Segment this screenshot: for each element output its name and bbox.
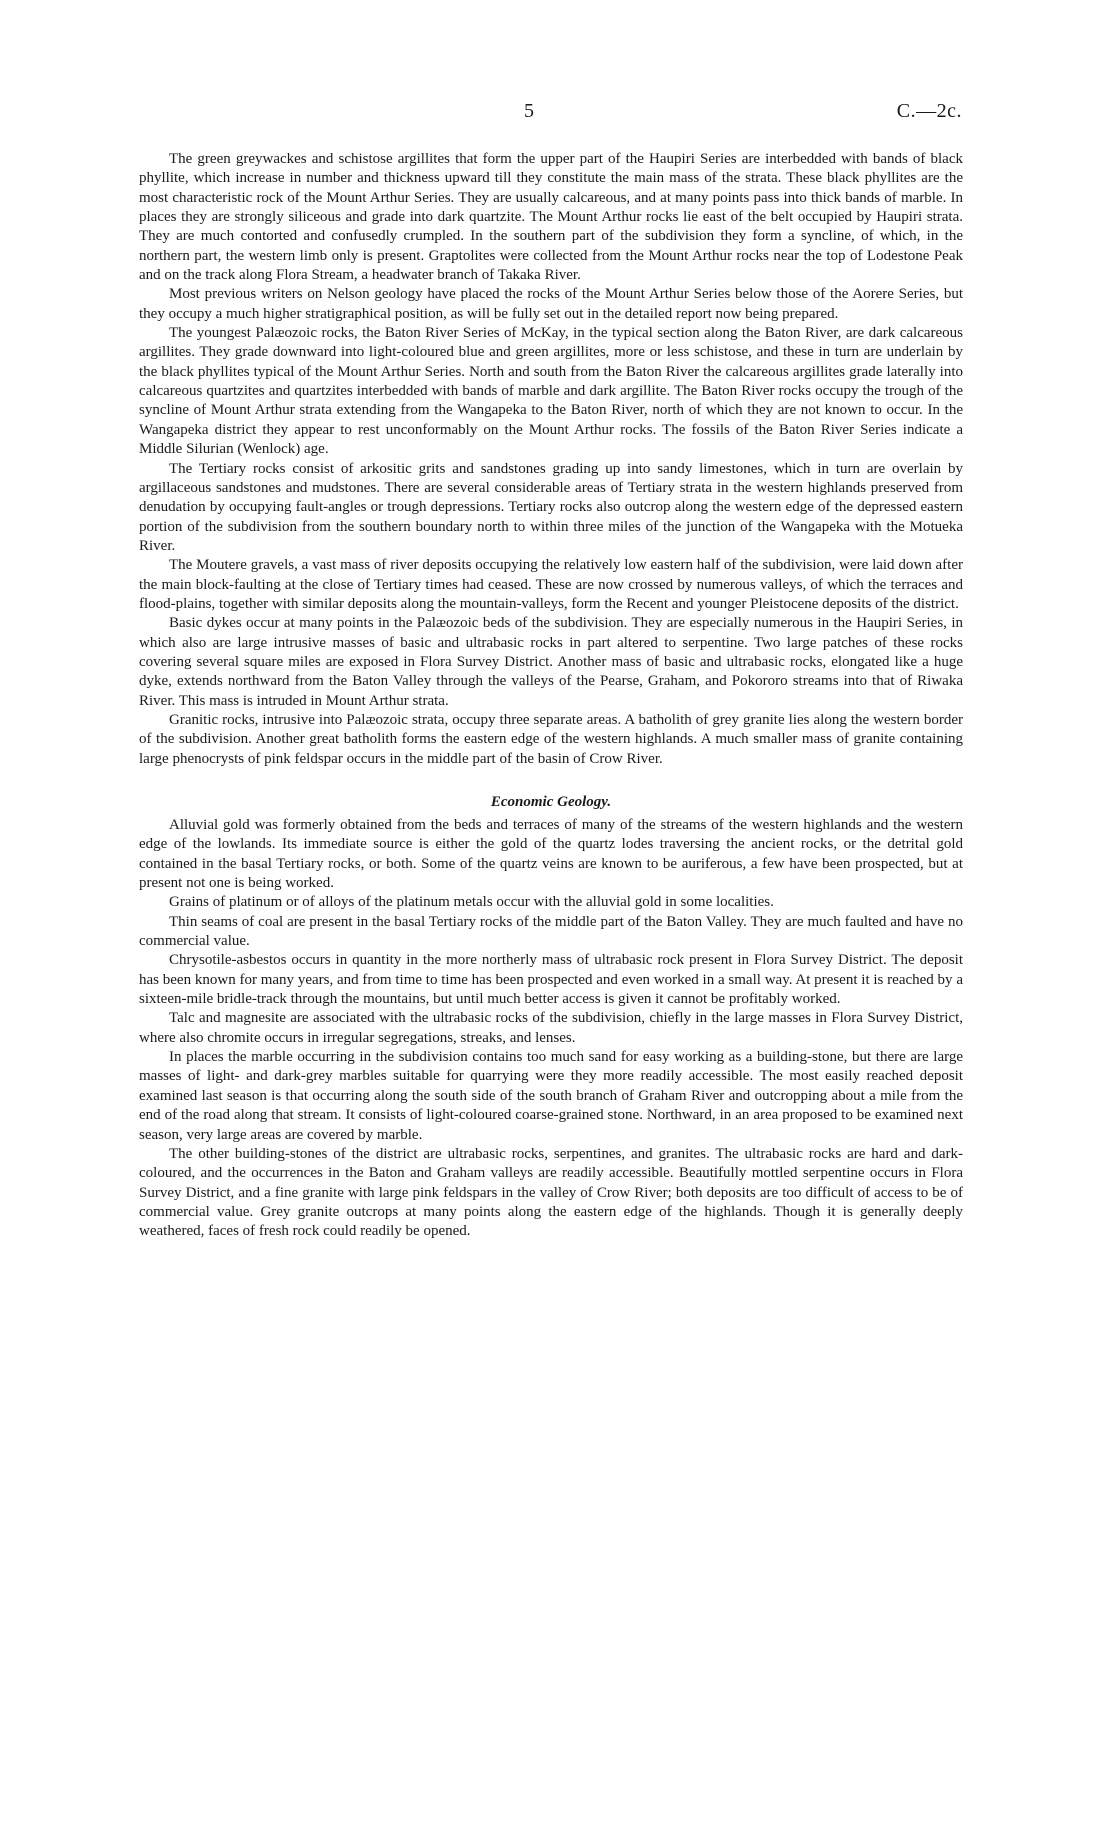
body-text (139, 150, 963, 1242)
paragraph-building-stones: The other building-stones of the district are ultrabasic rocks, serpentines, and granites. The ultrabasic rocks are hard and dark-coloured, and the occurrences in the Baton and Graham valleys are readily accessible. Beautifully mottled serpentine occurs in Flora Survey District, and a fine granite with large pink feldspars in the valley of Crow River; both deposits are too difficult of access to be of commercial value. Grey granite outcrops at many points along the eastern edge of the highlands. Though it is generally deeply weathered, faces of fresh rock could readily be opened. (139, 1145, 963, 1240)
paragraph-asbestos: Chrysotile-asbestos occurs in quantity in the more northerly mass of ultrabasic rock present in Flora Survey District. The deposit has been known for many years, and from time to time has been prospected and even worked in a small way. At present it is reached by a sixteen-mile bridle-track through the mountains, but until much better access is given it cannot be profitably worked. (139, 952, 963, 1008)
document-reference: C.—2c. (896, 100, 962, 122)
paragraph-platinum: Grains of platinum or of alloys of the platinum metals occur with the alluvial gold in some localities. (169, 894, 774, 911)
paragraph-talc-magnesite: Talc and magnesite are associated with the ultrabasic rocks of the subdivision, chiefly in the large masses in Flora Survey District, where also chromite occurs in irregular segregations, streaks, and lenses. (139, 1010, 963, 1046)
section-heading-economic-geology: Economic Geology. (490, 794, 612, 810)
page-header (0, 100, 1114, 128)
paragraph-haupiri-mount-arthur: The green greywackes and schistose argillites that form the upper part of the Haupiri Series are interbedded with bands of black phyllite, which increase in number and thickness upward till they constitute the main mass of the strata. These black phyllites are the most characteristic rock of the Mount Arthur Series. They are usually calcareous, and at many points pass into thick bands of marble. In places they are strongly siliceous and grade into dark quartzite. The Mount Arthur rocks lie east of the belt occupied by Haupiri strata. They are much contorted and confusedly crumpled. In the southern part of the subdivision they form a syncline, of which, in the northern part, the western limb only is present. Graptolites were collected from the Mount Arthur rocks near the top of Lodestone Peak and on the track along Flora Stream, a headwater branch of Takaka River. (139, 151, 963, 284)
paragraph-alluvial-gold: Alluvial gold was formerly obtained from the beds and terraces of many of the streams of the western highlands and the western edge of the lowlands. Its immediate source is either the gold of the quartz lodes traversing the ancient rocks, or the detrital gold contained in the basal Tertiary rocks, or both. Some of the quartz veins are known to be auriferous, a few have been prospected, but at present not one is being worked. (139, 817, 963, 892)
paragraph-granitic-rocks: Granitic rocks, intrusive into Palæozoic strata, occupy three separate areas. A batholith of grey granite lies along the western border of the subdivision. Another great batholith forms the eastern edge of the western highlands. A much smaller mass of granite containing large phenocrysts of pink feldspar occurs in the middle part of the basin of Crow River. (139, 711, 963, 767)
paragraph-baton-river-series: The youngest Palæozoic rocks, the Baton River Series of McKay, in the typical section along the Baton River, are dark calcareous argillites. They grade downward into light-coloured blue and green argillites, more or less schistose, and these in turn are underlain by the black phyllites typical of the Mount Arthur Series. North and south from the Baton River the calcareous argillites grade laterally into calcareous quartzites and quartzites interbedded with bands of marble and dark argillite. The Baton River rocks occupy the trough of the syncline of Mount Arthur strata extending from the Wangapeka to the Baton River, north of which they are not known to occur. In the Wangapeka district they appear to rest unconformably on the Mount Arthur rocks. The fossils of the Baton River Series indicate a Middle Silurian (Wenlock) age. (139, 325, 963, 458)
paragraph-marble: In places the marble occurring in the subdivision contains too much sand for easy working as a building-stone, but there are large masses of light- and dark-grey marbles suitable for quarrying were they more readily accessible. The most easily reached deposit examined last season is that occurring along the south side of the south branch of Graham River and outcropping about a mile from the end of the road along that stream. It consists of light-coloured coarse-grained stone. Northward, in an area proposed to be examined next season, very large areas are covered by marble. (139, 1049, 963, 1143)
paragraph-moutere-gravels: The Moutere gravels, a vast mass of river deposits occupying the relatively low eastern half of the subdivision, were laid down after the main block-faulting at the close of Tertiary times had ceased. These are now crossed by numerous valleys, of which the terraces and flood-plains, together with similar deposits along the mountain-valleys, form the Recent and younger Pleistocene deposits of the district. (139, 557, 963, 612)
paragraph-tertiary-rocks: The Tertiary rocks consist of arkositic grits and sandstones grading up into sandy limestones, which in turn are overlain by argillaceous sandstones and mudstones. There are several considerable areas of Tertiary strata in the western highlands preserved from denudation by occupying fault-angles or trough depressions. Tertiary rocks also outcrop along the western edge of the depressed eastern portion of the subdivision from the southern boundary north to within three miles of the junction of the Wangapeka with the Motueka River. (139, 460, 963, 554)
paragraph-previous-writers: Most previous writers on Nelson geology have placed the rocks of the Mount Arthur Series below those of the Aorere Series, but they occupy a much higher stratigraphical position, as will be fully set out in the detailed report now being prepared. (139, 286, 963, 322)
page-number: 5 (524, 100, 534, 122)
paragraph-basic-dykes: Basic dykes occur at many points in the Palæozoic beds of the subdivision. They are especially numerous in the Haupiri Series, in which also are large intrusive masses of basic and ultrabasic rocks in part altered to serpentine. Two large patches of these rocks covering several square miles are exposed in Flora Survey District. Another mass of basic and ultrabasic rocks, elongated like a huge dyke, extends northward from the Baton Valley through the valleys of the Pearse, Graham, and Pokororo streams into that of Riwaka River. This mass is intruded in Mount Arthur strata. (139, 615, 963, 709)
paragraph-coal: Thin seams of coal are present in the basal Tertiary rocks of the middle part of the Baton Valley. They are much faulted and have no commercial value. (139, 913, 963, 950)
